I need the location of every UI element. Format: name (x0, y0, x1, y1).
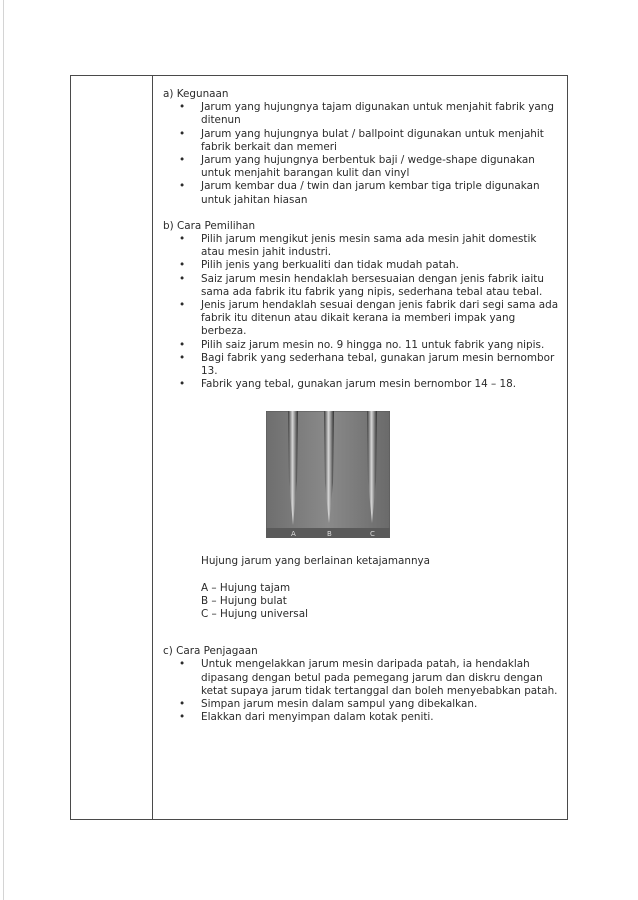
bullet: • (179, 698, 186, 711)
bullet: • (179, 233, 186, 246)
section-c-title: c) Cara Penjagaan (163, 645, 258, 658)
table-right-column (153, 76, 567, 819)
section-b-list (163, 233, 561, 391)
bullet: • (179, 299, 186, 312)
figure-legend (201, 582, 561, 622)
legend-item: C – Hujung universal (201, 608, 308, 621)
bullet: • (179, 259, 186, 272)
bullet: • (179, 351, 186, 364)
list-item: • Jenis jarum hendaklah sesuai dengan jenis fabrik dari segi sama ada fabrik itu ditenun atau dikait kerana ia memberi impak yang berbeza. (179, 299, 559, 338)
list-item: • Pilih jenis yang berkualiti dan tidak mudah patah. (179, 259, 459, 272)
bullet: • (179, 127, 186, 140)
bullet: • (179, 711, 186, 724)
bullet: • (179, 180, 186, 193)
bullet: • (179, 378, 186, 391)
section-a-list (163, 101, 561, 207)
list-item: • Saiz jarum mesin hendaklah bersesuaian dengan jenis fabrik iaitu sama ada fabrik itu fabrik yang nipis, sederhana tebal atau tebal. (179, 272, 544, 298)
bullet: • (179, 272, 186, 285)
bullet: • (179, 338, 186, 351)
list-item: • Jarum yang hujungnya tajam digunakan untuk menjahit fabrik yang ditenun (179, 101, 554, 127)
notes-content (163, 88, 561, 725)
section-a-title: a) Kegunaan (163, 88, 229, 100)
list-item: • Pilih saiz jarum mesin no. 9 hingga no. 11 untuk fabrik yang nipis. (179, 338, 545, 351)
bullet: • (179, 658, 186, 671)
list-item: • Untuk mengelakkan jarum mesin daripada patah, ia hendaklah dipasang dengan betul pada pemegang jarum dan diskru dengan ketat supaya jarum tidak tertanggal dan boleh menyebabkan patah. (179, 658, 558, 697)
bullet: • (179, 101, 186, 114)
scan-edge-line (3, 0, 4, 900)
list-item: • Bagi fabrik yang sederhana tebal, gunakan jarum mesin bernombor 13. (179, 351, 555, 378)
legend-item: A – Hujung tajam (201, 581, 291, 594)
bullet: • (179, 154, 186, 167)
list-item: • Fabrik yang tebal, gunakan jarum mesin bernombor 14 – 18. (179, 378, 517, 391)
list-item: • Elakkan dari menyimpan dalam kotak peniti. (179, 711, 434, 724)
figure-caption: Hujung jarum yang berlainan ketajamannya (201, 555, 431, 568)
needle-a-label: A (291, 530, 296, 539)
needle-c-label: C (370, 530, 375, 539)
legend-item: B – Hujung bulat (201, 594, 287, 607)
table-left-column (71, 76, 153, 819)
needle-b-label: B (327, 530, 332, 539)
list-item: • Pilih jarum mengikut jenis mesin sama ada mesin jahit domestik atau mesin jahit industri. (179, 233, 537, 259)
list-item: • Jarum kembar dua / twin dan jarum kembar tiga triple digunakan untuk jahitan hiasan (179, 180, 540, 206)
needle-points-illustration (266, 411, 390, 538)
list-item: • Jarum yang hujungnya berbentuk baji / wedge-shape digunakan untuk menjahit barangan kulit dan vinyl (179, 154, 535, 180)
section-b-title: b) Cara Pemilihan (163, 219, 256, 232)
list-item: • Simpan jarum mesin dalam sampul yang dibekalkan. (179, 698, 478, 711)
needle-points-photo (266, 411, 390, 538)
list-item: • Jarum yang hujungnya bulat / ballpoint digunakan untuk menjahit fabrik berkait dan memeri (179, 127, 544, 153)
section-c-list (163, 658, 561, 724)
content-table (70, 75, 568, 820)
